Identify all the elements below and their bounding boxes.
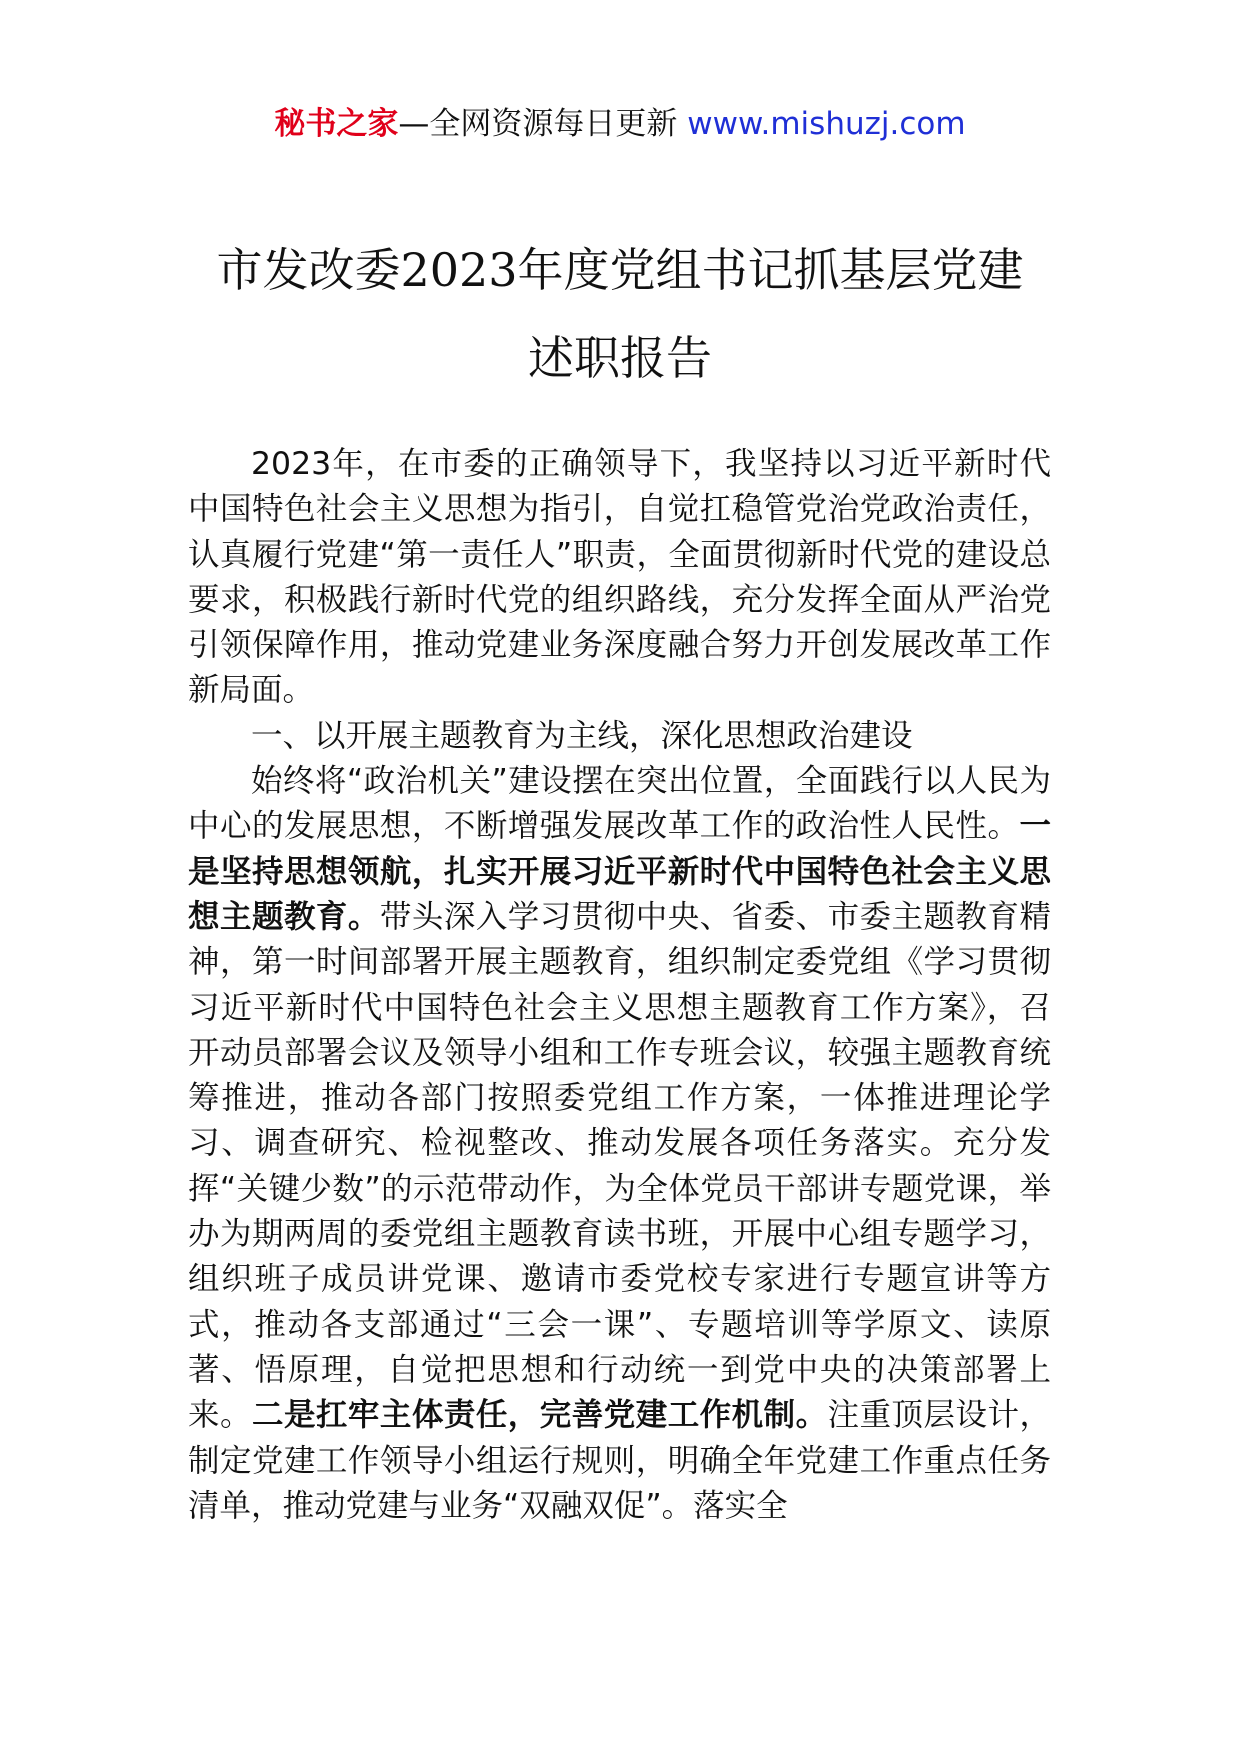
point-one-heading: 一是坚持思想领航，扎实开展习近平新时代中国特色社会主义思想主题教育。 xyxy=(188,808,1051,935)
point-one-text: 带头深入学习贯彻中央、省委、市委主题教育精神，第一时间部署开展主题教育，组织制定委党组《学习贯彻习近平新时代中国特色社会主义思想主题教育工作方案》，召开动员部署会议及领导小组和工作专班会议，较强主题教育统筹推进，推动各部门按照委党组工作方案，一体推进理论学习、调查研究、检视整改、推动发展各项任务落实。充分发挥“关键少数”的示范带动作，为全体党员干部讲专题党课，举办为期两周的委党组主题教育读书班，开展中心组专题学习，组织班子成员讲党课、邀请市委党校专家进行专题宣讲等方式，推动各支部通过“三会一课”、专题培训等学原文、读原著、悟原理，自觉把思想和行动统一到党中央的决策部署上来。 xyxy=(188,898,1051,1434)
site-header xyxy=(0,102,1240,146)
paragraph-section-1-intro: 始终将“政治机关”建设摆在突出位置，全面践行以人民为中心的发展思想，不断增强发展改革工作的政治性人民性。 xyxy=(188,763,1051,845)
section-heading-1: 一、以开展主题教育为主线，深化思想政治建设 xyxy=(251,717,913,754)
paragraph-section-1 xyxy=(188,759,1051,1529)
site-url-link[interactable]: www.mishuzj.com xyxy=(687,106,966,142)
point-two-heading: 二是扛牢主体责任，完善党建工作机制。 xyxy=(251,1397,828,1434)
paragraph-intro: 2023年，在市委的正确领导下，我坚持以习近平新时代中国特色社会主义思想为指引，自觉扛稳管党治党政治责任，认真履行党建“第一责任人”职责，全面贯彻新时代党的建设总要求，积极践行新时代党的组织路线，充分发挥全面从严治党引领保障作用，推动党建业务深度融合努力开创发展改革工作新局面。 xyxy=(188,446,1051,709)
document-body xyxy=(188,442,1051,1529)
point-two-text: 注重顶层设计，制定党建工作领导小组运行规则，明确全年党建工作重点任务清单，推动党建与业务“双融双促”。落实全 xyxy=(188,1397,1051,1524)
site-brand: 秘书之家 xyxy=(274,106,399,142)
document-title-line-2: 述职报告 xyxy=(528,331,712,385)
document-title xyxy=(0,226,1240,402)
site-tagline: —全网资源每日更新 xyxy=(398,106,678,142)
document-title-line-1: 市发改委2023年度党组书记抓基层党建 xyxy=(216,243,1024,297)
